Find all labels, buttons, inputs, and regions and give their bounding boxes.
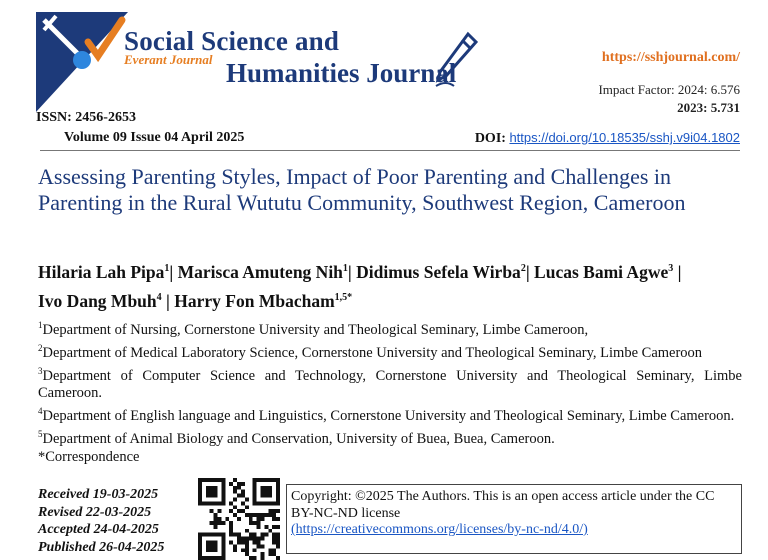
article-title: Assessing Parenting Styles, Impact of Poor Parenting and Challenges in Parenting in the Rural Wututu Community, Southwest Region, Cameroon (38, 164, 686, 215)
header-divider (40, 150, 740, 151)
author-name: Ivo Dang Mbuh (38, 290, 157, 311)
author-list (38, 256, 746, 314)
author-affiliation-marker: 3 (668, 263, 674, 274)
copyright-text: Copyright: ©2025 The Authors. This is an open access article under the CC BY-NC-ND license (291, 489, 715, 521)
affiliation (38, 339, 742, 362)
journal-name-line2: Humanities Journal (226, 58, 457, 88)
author-name: Harry Fon Mbacham (174, 290, 335, 311)
doi-link[interactable]: https://doi.org/10.18535/sshj.v9i04.1802 (509, 130, 740, 145)
journal-publisher: Everant Journal (124, 52, 213, 67)
affiliation (38, 362, 742, 403)
pen-icon (432, 30, 478, 90)
affiliation-number: 4 (38, 406, 43, 417)
license-link[interactable]: (https://creativecommons.org/licenses/by-nc-nd/4.0/) (291, 522, 588, 537)
author-affiliation-marker: 4 (156, 291, 162, 303)
copyright-box (286, 484, 742, 554)
revised-date: Revised 22-03-2025 (38, 504, 152, 520)
author-affiliation-marker: 1,5* (334, 291, 353, 303)
author-affiliation-marker: 1 (342, 263, 348, 274)
author-separator: | (161, 290, 175, 311)
volume-issue: Volume 09 Issue 04 April 2025 (64, 130, 245, 145)
journal-url[interactable]: https://sshjournal.com/ (601, 50, 740, 65)
impact-factor-2024: Impact Factor: 2024: 6.576 (598, 82, 740, 97)
received-date: Received 19-03-2025 (38, 487, 159, 502)
journal-name-line1: Social Science and (124, 26, 340, 56)
qr-code-icon (198, 478, 280, 560)
journal-logo-icon (36, 12, 128, 112)
published-date: Published 26-04-2025 (38, 539, 165, 555)
affiliation (38, 425, 742, 448)
doi-label: DOI: (474, 131, 506, 146)
affiliation-text: Department of English language and Linguistics, Cornerstone University and Theological Seminary, Limbe Cameroon. (42, 408, 735, 425)
author-separator: | (525, 261, 535, 282)
author-name: Hilaria Lah Pipa (38, 261, 165, 282)
author-separator: | (169, 261, 178, 282)
affiliation (38, 316, 742, 339)
affiliation-number: 1 (38, 320, 43, 330)
affiliation-number: 3 (38, 365, 43, 376)
author-name: Didimus Sefela Wirba (356, 261, 521, 282)
article-dates (38, 486, 164, 556)
affiliation-text: Department of Animal Biology and Conservation, University of Buea, Buea, Cameroon. (42, 431, 555, 448)
author-name: Marisca Amuteng Nih (177, 261, 343, 282)
affiliation-number: 5 (38, 429, 43, 440)
affiliation-list (38, 316, 742, 466)
issn: ISSN: 2456-2653 (36, 110, 136, 125)
author-separator: | (347, 261, 357, 282)
author-separator: | (673, 261, 682, 282)
author-affiliation-marker: 1 (164, 263, 170, 274)
affiliation-text: Department of Nursing, Cornerstone University and Theological Seminary, Limbe Cameroon, (42, 321, 589, 338)
affiliation-number: 2 (38, 342, 43, 353)
correspondence-note: *Correspondence (38, 449, 140, 466)
affiliation (38, 402, 742, 425)
impact-factor-2023: 2023: 5.731 (677, 100, 740, 115)
author-affiliation-marker: 2 (520, 263, 526, 274)
affiliation-text: Department of Computer Science and Technology, Cornerstone University and Theological Seminary, Limbe Cameroon. (38, 367, 742, 402)
author-name: Lucas Bami Agwe (534, 261, 669, 282)
doi (440, 130, 740, 147)
accepted-date: Accepted 24-04-2025 (38, 522, 159, 537)
affiliation-text: Department of Medical Laboratory Science, Cornerstone University and Theological Seminary, Limbe Cameroon (42, 344, 703, 361)
